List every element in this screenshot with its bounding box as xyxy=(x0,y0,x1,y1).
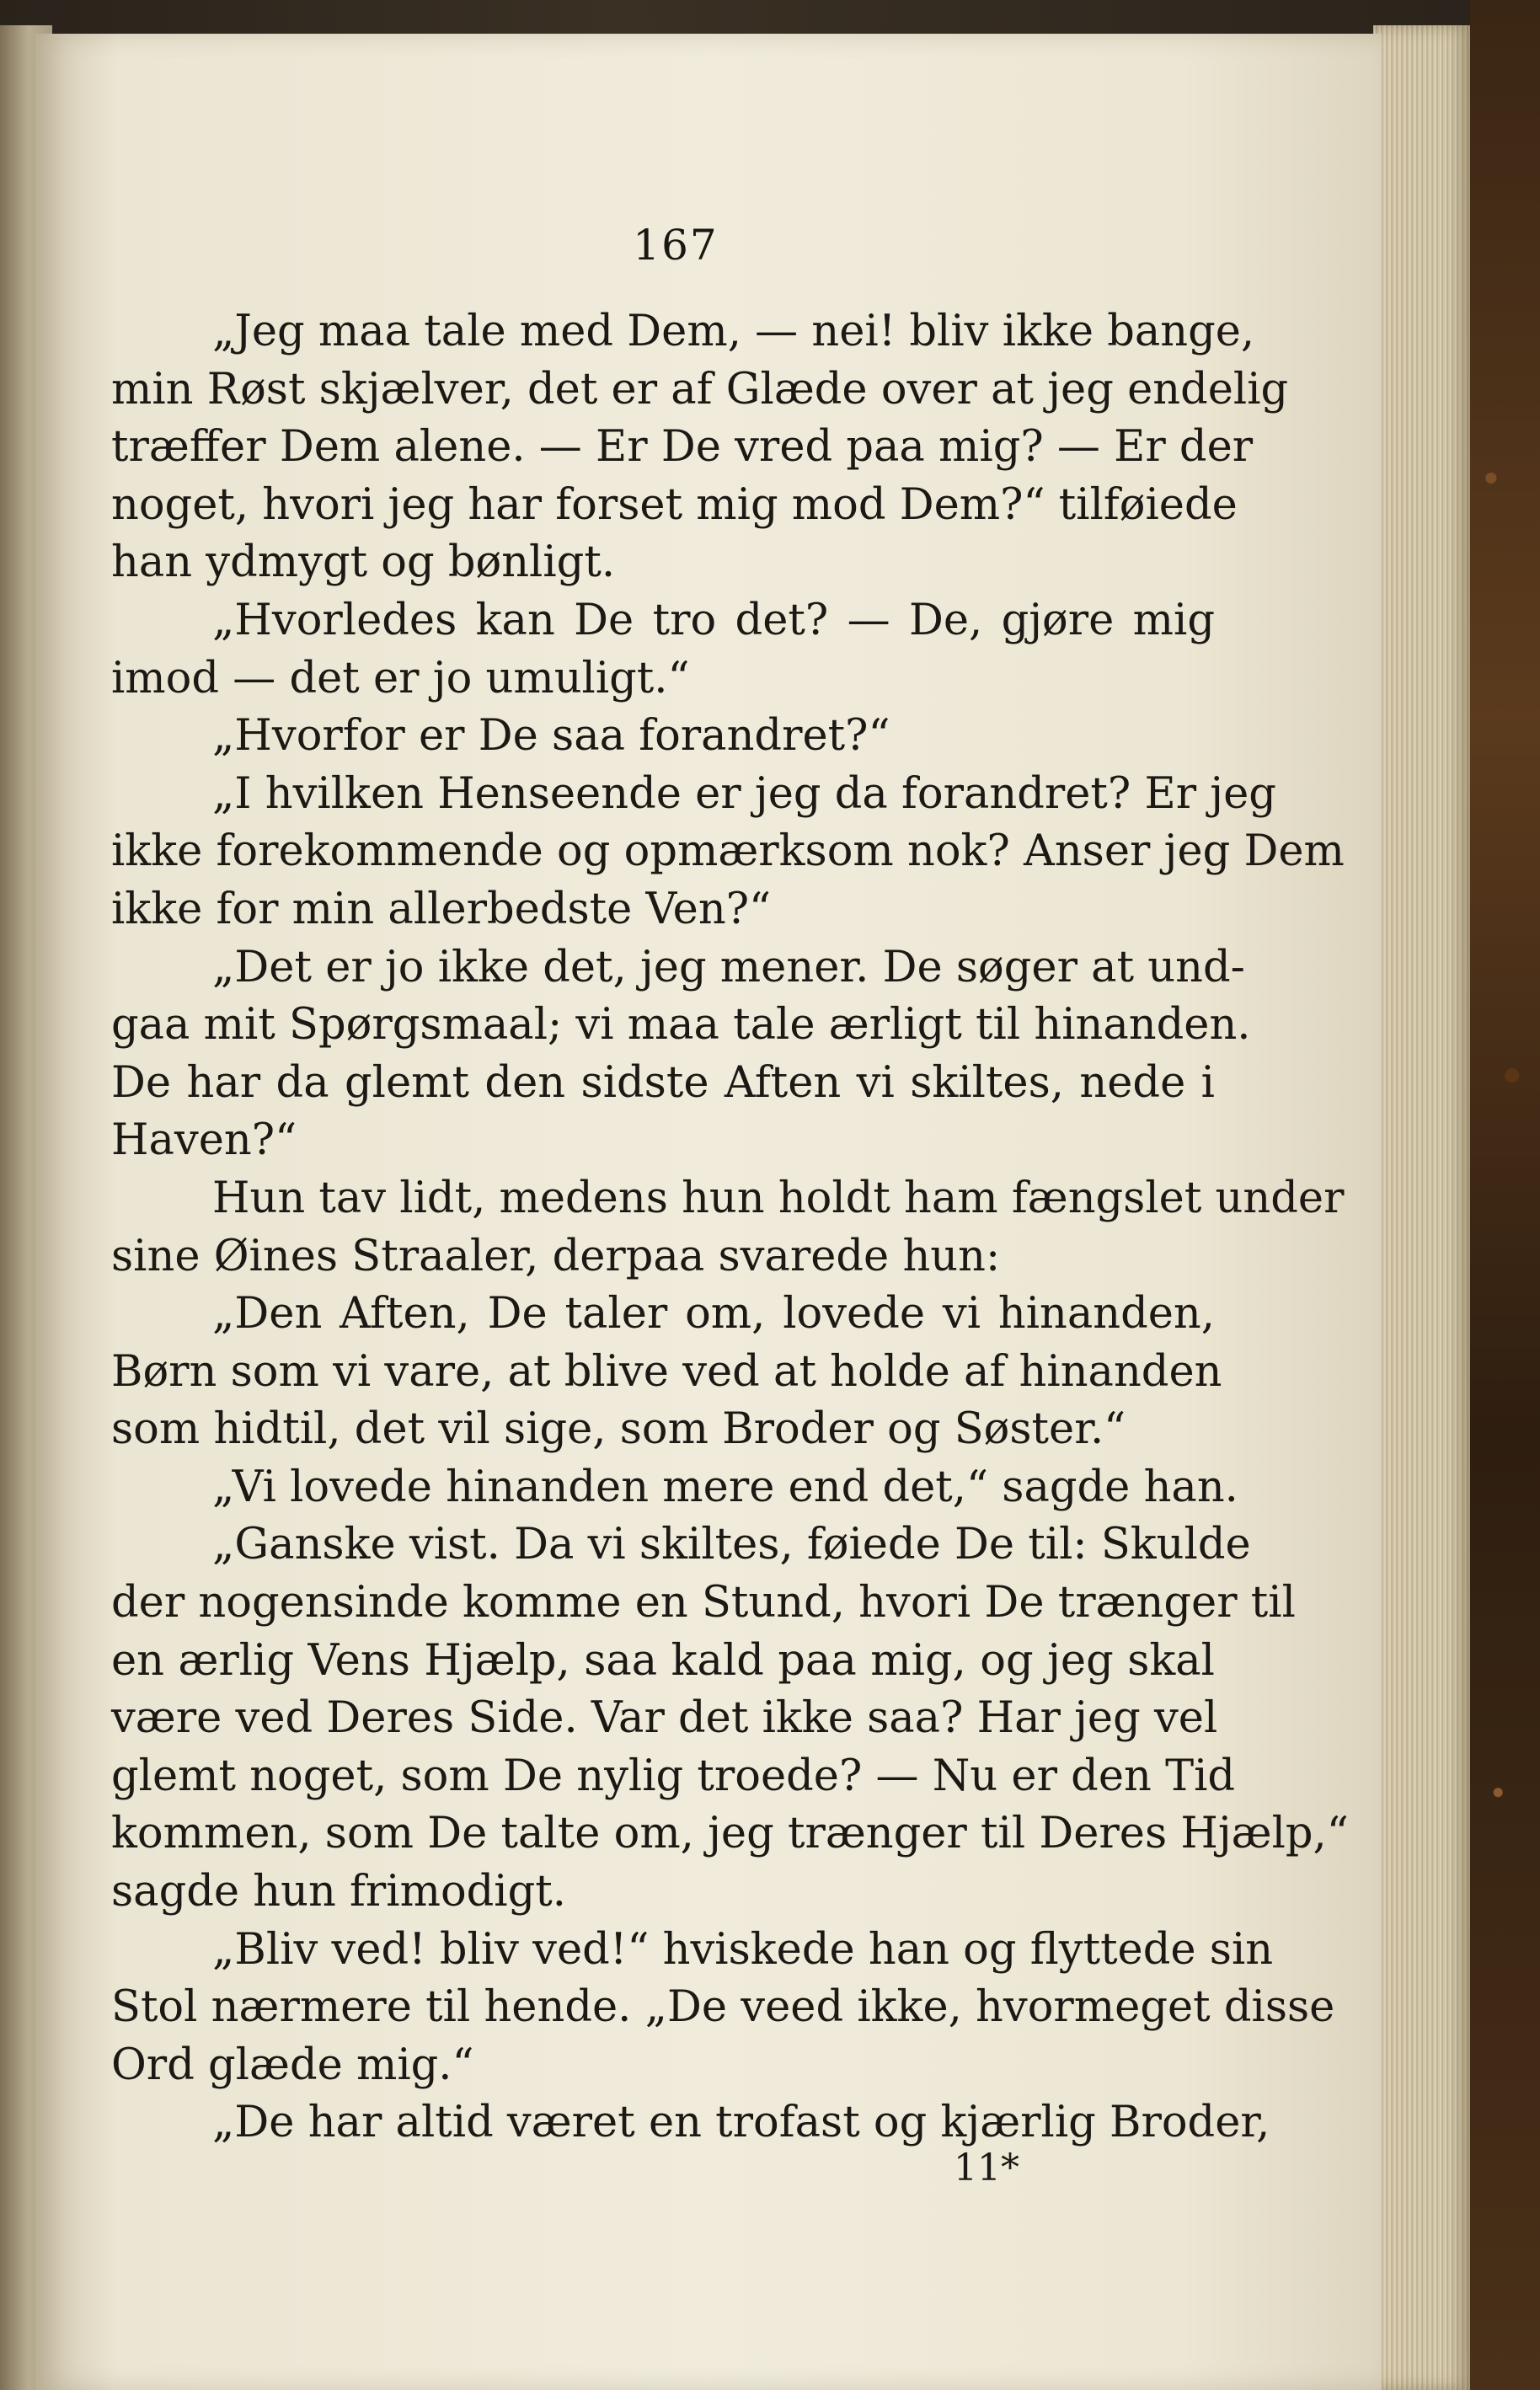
text-line: De har da glemt den sidste Aften vi skiltes, nede i xyxy=(111,1057,1215,1108)
text-line: ikke forekommende og opmærksom nok? Anser jeg Dem xyxy=(111,826,1345,877)
text-line: træffer Dem alene. — Er De vred paa mig? — Er der xyxy=(111,422,1254,473)
text-line: Hun tav lidt, medens hun holdt ham fængslet under xyxy=(212,1173,1345,1223)
text-line: „De har altid været en trofast og kjærlig Broder, xyxy=(212,2098,1270,2148)
book-page xyxy=(35,34,1382,2390)
text-line: „Ganske vist. Da vi skiltes, føiede De til: Skulde xyxy=(212,1520,1251,1570)
text-line: „Hvorfor er De saa forandret?“ xyxy=(212,711,890,762)
page-text-block xyxy=(111,303,1349,2152)
text-line: være ved Deres Side. Var det ikke saa? Har jeg vel xyxy=(111,1693,1218,1744)
signature-mark: 11* xyxy=(954,2147,1019,2189)
text-line: sine Øines Straaler, derpaa svarede hun: xyxy=(111,1231,1001,1281)
text-line: han ydmygt og bønligt. xyxy=(111,537,616,588)
text-line: „Jeg maa tale med Dem, — nei! bliv ikke bange, xyxy=(212,307,1255,356)
book-cover-edge xyxy=(1470,0,1540,2390)
text-line: „I hvilken Henseende er jeg da forandret? Er jeg xyxy=(212,768,1276,819)
text-line: ikke for min allerbedste Ven?“ xyxy=(111,884,772,934)
text-line: glemt noget, som De nylig troede? — Nu er den Tid xyxy=(111,1751,1236,1801)
text-line: sagde hun frimodigt. xyxy=(111,1867,566,1917)
text-line: Haven?“ xyxy=(111,1115,297,1166)
text-line: imod — det er jo umuligt.“ xyxy=(111,653,690,703)
text-line: Stol nærmere til hende. „De veed ikke, hvormeget disse xyxy=(111,1982,1335,2033)
text-line: „Bliv ved! bliv ved!“ hviskede han og flyttede sin xyxy=(212,1924,1274,1975)
text-line: „Vi lovede hinanden mere end det,“ sagde han. xyxy=(212,1462,1238,1512)
text-line: kommen, som De talte om, jeg trænger til Deres Hjælp,“ xyxy=(111,1809,1349,1859)
text-line: en ærlig Vens Hjælp, saa kald paa mig, og jeg skal xyxy=(111,1635,1215,1686)
page-number: 167 xyxy=(633,221,719,270)
text-line: der nogensinde komme en Stund, hvori De trænger til xyxy=(111,1578,1296,1628)
text-line: Ord glæde mig.“ xyxy=(111,2040,474,2090)
text-line: min Røst skjælver, det er af Glæde over at jeg endelig xyxy=(111,364,1289,414)
text-line: Børn som vi vare, at blive ved at holde af hinanden xyxy=(111,1346,1222,1397)
text-line: noget, hvori jeg har forset mig mod Dem?“ tilføiede xyxy=(111,479,1238,530)
text-line: som hidtil, det vil sige, som Broder og Søster.“ xyxy=(111,1404,1126,1455)
text-line: „Det er jo ikke det, jeg mener. De søger at und- xyxy=(212,942,1245,992)
page-block-edges xyxy=(1373,25,1470,2390)
text-line: gaa mit Spørgsmaal; vi maa tale ærligt til hinanden. xyxy=(111,1000,1251,1051)
text-line: „Den Aften, De taler om, lovede vi hinanden, xyxy=(212,1289,1215,1339)
text-line: „Hvorledes kan De tro det? — De, gjøre mig xyxy=(212,595,1215,645)
